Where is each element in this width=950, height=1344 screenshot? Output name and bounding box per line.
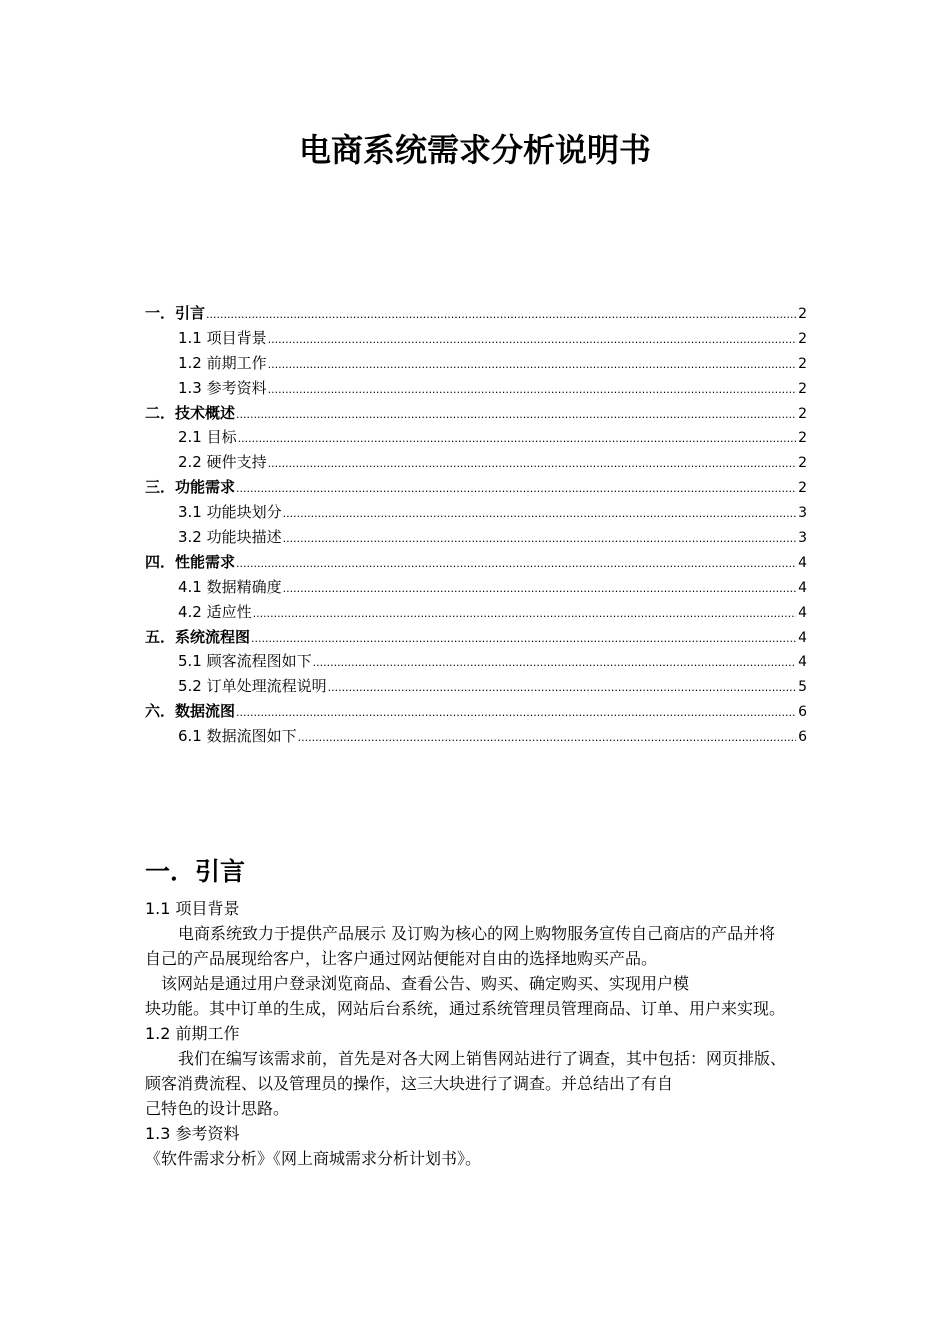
toc-entry-page-number: 3: [798, 505, 807, 522]
toc-leader-dots: [236, 477, 796, 502]
toc-entry-page-number: 2: [798, 355, 807, 372]
toc-entry-page-number: 4: [798, 554, 807, 571]
toc-leader-dots: [236, 552, 796, 577]
toc-entry[interactable]: [145, 301, 807, 326]
toc-entry[interactable]: [145, 625, 807, 650]
toc-entry-label: 3.1 功能块划分: [178, 503, 282, 522]
toc-entry-label: 一．引言: [145, 304, 206, 322]
toc-leader-dots: [298, 726, 796, 751]
toc-leader-dots: [268, 452, 796, 477]
toc-entry-page-number: 3: [798, 530, 807, 547]
section-heading-introduction: 一．引言: [145, 857, 246, 886]
toc-entry-label: 1.1 项目背景: [178, 328, 267, 347]
toc-entry-label: 二．技术概述: [145, 403, 236, 422]
toc-entry-label: 三．功能需求: [145, 478, 236, 497]
table-of-contents: [145, 301, 807, 749]
toc-entry-label: 4.2 适应性: [178, 602, 252, 621]
toc-entry[interactable]: [145, 376, 807, 401]
document-title: 电商系统需求分析说明书: [298, 131, 651, 169]
toc-leader-dots: [328, 676, 796, 701]
toc-entry-page-number: 2: [798, 380, 807, 397]
toc-entry-page-number: 5: [798, 679, 807, 696]
toc-entry[interactable]: [145, 500, 807, 525]
toc-entry[interactable]: [145, 550, 807, 575]
toc-entry[interactable]: [145, 724, 807, 749]
toc-entry[interactable]: [145, 326, 807, 351]
paragraph-line: 我们在编写该需求前，首先是对各大网上销售网站进行了调查，其中包括：网页排版、: [178, 1049, 787, 1068]
toc-leader-dots: [206, 303, 796, 328]
toc-entry-label: 5.1 顾客流程图如下: [178, 652, 312, 671]
toc-leader-dots: [283, 577, 796, 602]
toc-leader-dots: [253, 602, 796, 627]
toc-entry[interactable]: [145, 475, 807, 500]
paragraph-line: 电商系统致力于提供产品展示 及订购为核心的网上购物服务宣传自己商店的产品并将: [178, 924, 776, 943]
paragraph-line: 自己的产品展现给客户，让客户通过网站便能对自由的选择地购买产品。: [145, 949, 658, 968]
toc-entry-label: 5.2 订单处理流程说明: [178, 677, 327, 696]
toc-entry[interactable]: [145, 699, 807, 724]
toc-entry-page-number: 4: [798, 654, 807, 671]
toc-entry-page-number: 4: [798, 579, 807, 596]
toc-leader-dots: [268, 378, 796, 403]
paragraph-line: 该网站是通过用户登录浏览商品、查看公告、购买、确定购买、实现用户模: [161, 974, 690, 993]
paragraph-line: 《软件需求分析》《网上商城需求分析计划书》。: [145, 1149, 482, 1168]
toc-leader-dots: [313, 651, 796, 676]
toc-leader-dots: [236, 403, 796, 428]
toc-entry[interactable]: [145, 450, 807, 475]
toc-entry-label: 1.2 前期工作: [178, 353, 267, 372]
toc-entry-label: 2.1 目标: [178, 428, 237, 447]
toc-leader-dots: [268, 328, 796, 353]
toc-entry-page-number: 4: [798, 604, 807, 621]
toc-entry-page-number: 4: [798, 629, 807, 646]
toc-entry[interactable]: [145, 425, 807, 450]
toc-entry[interactable]: [145, 600, 807, 625]
toc-entry-page-number: 2: [798, 480, 807, 497]
toc-leader-dots: [283, 527, 796, 552]
toc-entry[interactable]: [145, 351, 807, 376]
paragraph-line: 己特色的设计思路。: [145, 1099, 290, 1118]
paragraph-line: 顾客消费流程、以及管理员的操作，这三大块进行了调查。并总结出了有自: [145, 1074, 674, 1093]
toc-entry-page-number: 2: [798, 306, 807, 322]
toc-entry-page-number: 2: [798, 405, 807, 422]
toc-leader-dots: [236, 701, 796, 726]
toc-entry-label: 四．性能需求: [145, 552, 236, 571]
paragraph-line: 块功能。其中订单的生成，网站后台系统，通过系统管理员管理商品、订单、用户来实现。: [145, 999, 786, 1018]
section-body: [145, 896, 835, 1171]
toc-entry[interactable]: [145, 674, 807, 699]
toc-entry-page-number: 2: [798, 430, 807, 447]
toc-entry-label: 3.2 功能块描述: [178, 528, 282, 547]
toc-leader-dots: [238, 427, 796, 452]
toc-entry-page-number: 2: [798, 330, 807, 347]
toc-entry-label: 1.3 参考资料: [178, 378, 267, 397]
toc-entry[interactable]: [145, 575, 807, 600]
toc-leader-dots: [268, 353, 796, 378]
toc-entry-page-number: 2: [798, 455, 807, 472]
toc-entry[interactable]: [145, 649, 807, 674]
toc-entry[interactable]: [145, 525, 807, 550]
toc-leader-dots: [283, 502, 796, 527]
toc-leader-dots: [251, 627, 796, 652]
toc-entry-label: 6.1 数据流图如下: [178, 727, 297, 746]
subsection-title: 1.2 前期工作: [145, 1024, 240, 1043]
toc-entry-label: 4.1 数据精确度: [178, 577, 282, 596]
toc-entry-page-number: 6: [798, 729, 807, 746]
toc-entry-page-number: 6: [798, 704, 807, 721]
subsection-title: 1.1 项目背景: [145, 899, 240, 918]
toc-entry[interactable]: [145, 401, 807, 426]
toc-entry-label: 2.2 硬件支持: [178, 453, 267, 472]
subsection-title: 1.3 参考资料: [145, 1124, 240, 1143]
toc-entry-label: 六．数据流图: [145, 702, 236, 721]
toc-entry-label: 五．系统流程图: [145, 627, 251, 646]
